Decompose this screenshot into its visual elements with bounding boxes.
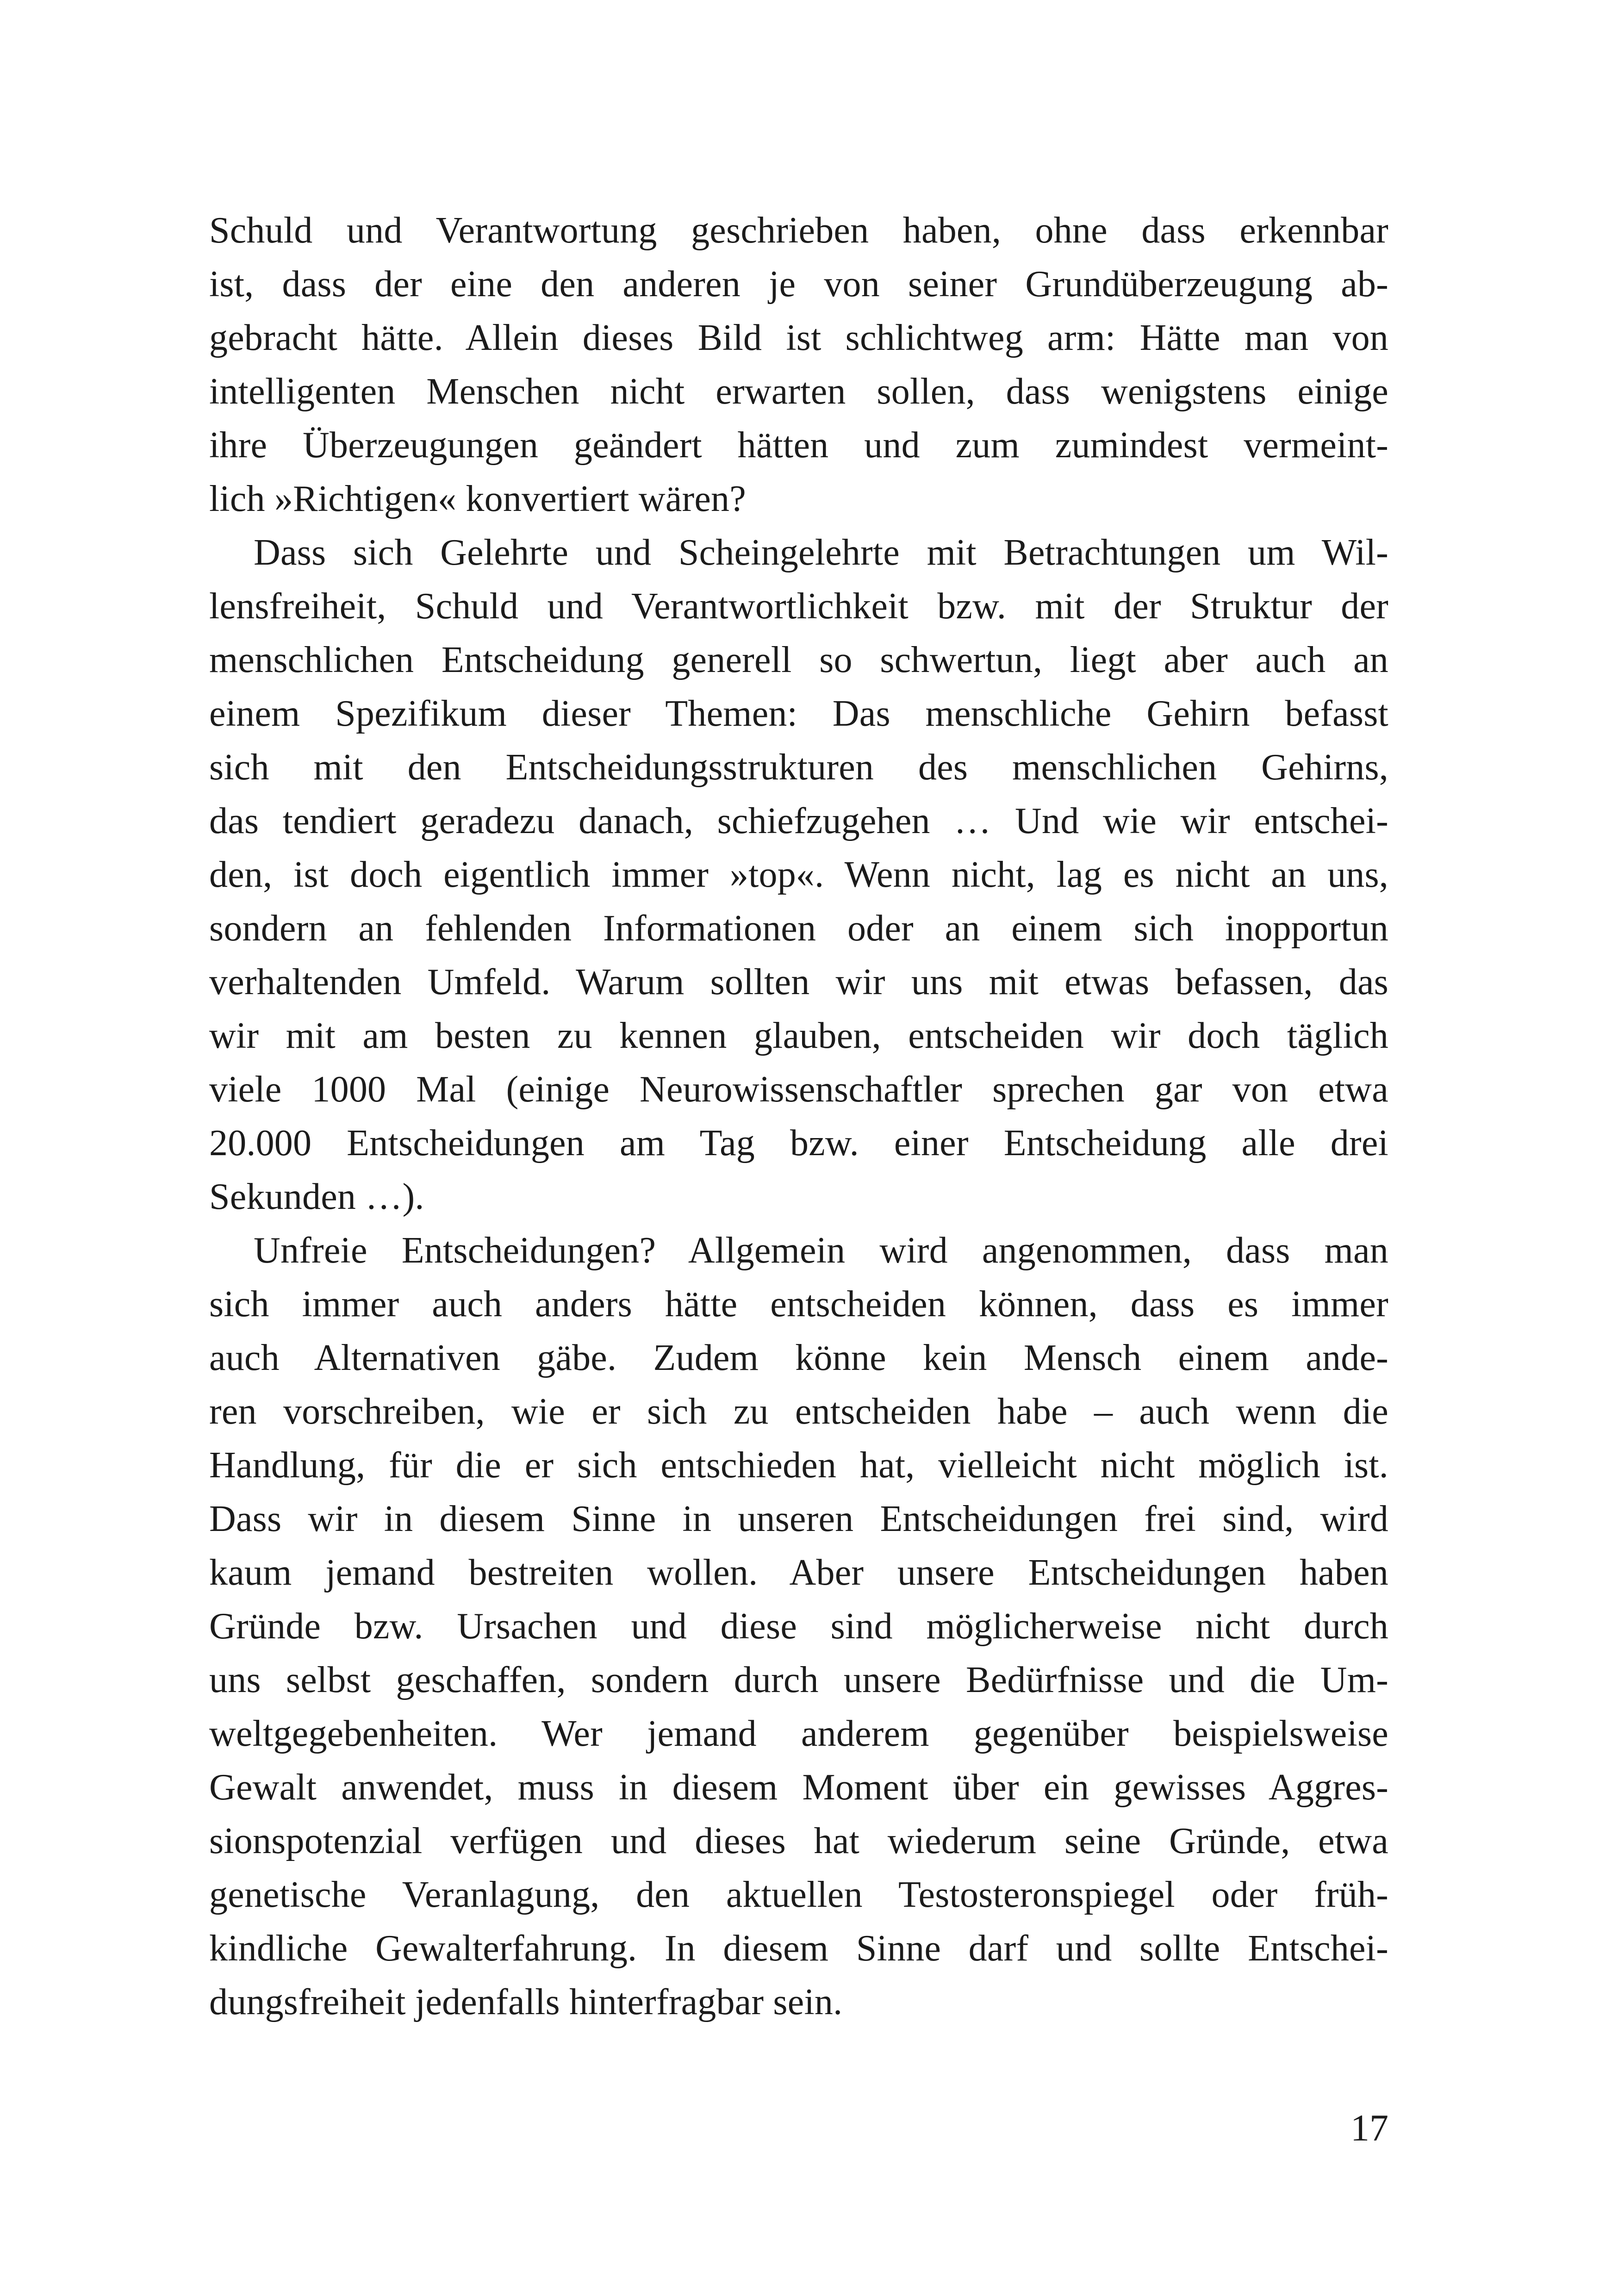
text-line: sich mit den Entscheidungsstrukturen des menschlichen Gehirns,	[209, 747, 1388, 788]
text-line: das tendiert geradezu danach, schiefzugehen … Und wie wir entschei-	[209, 801, 1388, 841]
text-line: Dass wir in diesem Sinne in unseren Entscheidungen frei sind, wird	[209, 1499, 1388, 1539]
text-line: 20.000 Entscheidungen am Tag bzw. einer Entscheidung alle drei	[209, 1123, 1388, 1164]
text-line: Unfreie Entscheidungen? Allgemein wird angenommen, dass man	[254, 1230, 1388, 1271]
text-line: sionspotenzial verfügen und dieses hat wiederum seine Gründe, etwa	[209, 1821, 1388, 1861]
text-line: viele 1000 Mal (einige Neurowissenschaftler sprechen gar von etwa	[209, 1069, 1388, 1110]
text-line: gebracht hätte. Allein dieses Bild ist schlichtweg arm: Hätte man von	[209, 317, 1388, 358]
text-line: auch Alternativen gäbe. Zudem könne kein Mensch einem ande-	[209, 1338, 1388, 1378]
text-line: dungsfreiheit jedenfalls hinterfragbar sein.	[209, 1982, 843, 2022]
text-line: sich immer auch anders hätte entscheiden können, dass es immer	[209, 1284, 1388, 1325]
text-line: Schuld und Verantwortung geschrieben haben, ohne dass erkennbar	[209, 210, 1388, 251]
text-line: menschlichen Entscheidung generell so schwertun, liegt aber auch an	[209, 640, 1388, 680]
text-line: Sekunden …).	[209, 1176, 424, 1217]
text-line: einem Spezifikum dieser Themen: Das menschliche Gehirn befasst	[209, 693, 1388, 734]
text-line: Dass sich Gelehrte und Scheingelehrte mit Betrachtungen um Wil-	[254, 532, 1388, 573]
text-line: sondern an fehlenden Informationen oder an einem sich inopportun	[209, 908, 1388, 949]
text-line: Gründe bzw. Ursachen und diese sind möglicherweise nicht durch	[209, 1606, 1388, 1647]
text-line: ist, dass der eine den anderen je von seiner Grundüberzeugung ab-	[209, 264, 1388, 305]
text-line: lensfreiheit, Schuld und Verantwortlichkeit bzw. mit der Struktur der	[209, 586, 1388, 627]
text-line: verhaltenden Umfeld. Warum sollten wir uns mit etwas befassen, das	[209, 962, 1388, 1002]
text-line: wir mit am besten zu kennen glauben, entscheiden wir doch täglich	[209, 1015, 1388, 1056]
page-number: 17	[1350, 2107, 1388, 2149]
text-line: lich »Richtigen« konvertiert wären?	[209, 479, 746, 519]
text-line: den, ist doch eigentlich immer »top«. Wenn nicht, lag es nicht an uns,	[209, 854, 1388, 895]
text-line: ren vorschreiben, wie er sich zu entscheiden habe – auch wenn die	[209, 1391, 1388, 1432]
text-line: intelligenten Menschen nicht erwarten sollen, dass wenigstens einige	[209, 371, 1388, 412]
text-line: Handlung, für die er sich entschieden hat, vielleicht nicht möglich ist.	[209, 1445, 1388, 1486]
text-line: uns selbst geschaffen, sondern durch unsere Bedürfnisse und die Um-	[209, 1660, 1388, 1700]
text-line: genetische Veranlagung, den aktuellen Testosteronspiegel oder früh-	[209, 1874, 1388, 1915]
text-line: ihre Überzeugungen geändert hätten und zum zumindest vermeint-	[209, 425, 1388, 466]
text-line: Gewalt anwendet, muss in diesem Moment über ein gewisses Aggres-	[209, 1767, 1388, 1808]
text-line: weltgegebenheiten. Wer jemand anderem gegenüber beispielsweise	[209, 1713, 1388, 1754]
body-text	[209, 204, 1388, 2029]
text-line: kindliche Gewalterfahrung. In diesem Sinne darf und sollte Entschei-	[209, 1928, 1388, 1969]
text-line: kaum jemand bestreiten wollen. Aber unsere Entscheidungen haben	[209, 1552, 1388, 1593]
